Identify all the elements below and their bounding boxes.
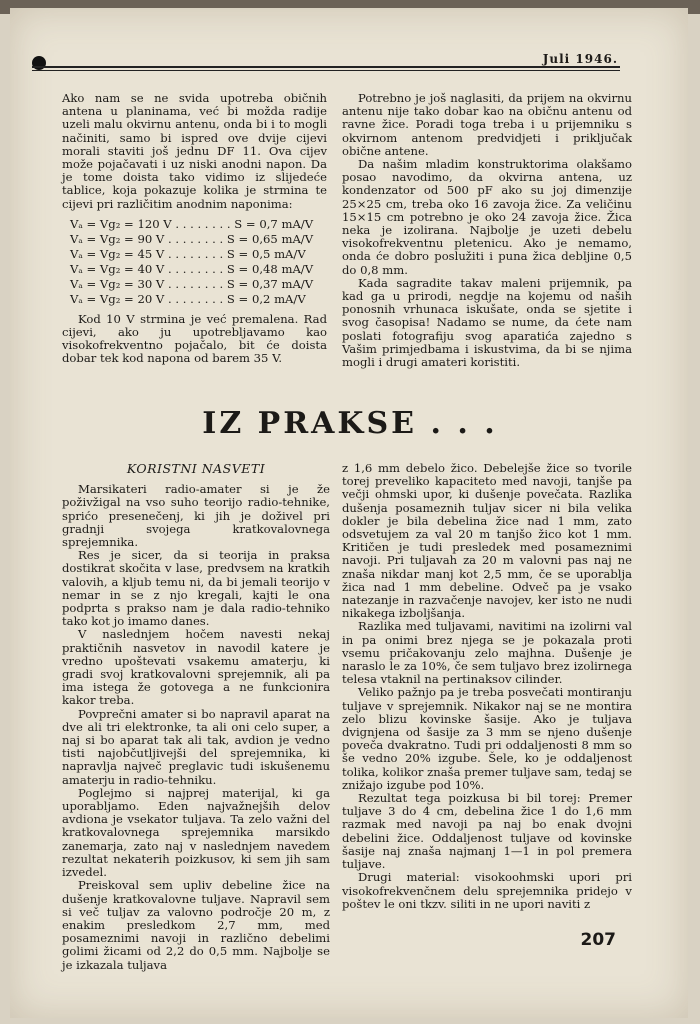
paragraph: Drugi material: visokoohmski upori pri visokofrekvenčnem delu sprejemnika pridejo v poštev le oni tkzv. siliti in ne upori naviti z [342, 870, 632, 911]
paragraph: Poglejmo si najprej materijal, ki ga uporabljamo. Eden najvažnejših delov avdiona je vsekator tuljava. Ta zelo važni del kratkovalovnega sprejemnika marsikdo zanemarja, zato naj v naslednjem navedem rezultat nekaterih poizkusov, ki sem jih sam izvedel. [62, 785, 330, 880]
paragraph: Kada sagradite takav maleni prijemnik, pa kad ga u prirodi, negdje na kojemu od naših ponosnih vrhunaca iskušate, onda se sjetite i svog časopisa! Nadamo se nume, da ćete nam poslati fotografiju svog aparatića zajedno s Vašim primjedbama i iskustvima, da bi se njima mogli i drugi amateri koristiti. [342, 275, 632, 370]
table-row: Vₐ = Vg₂ = 20 V . . . . . . . . S = 0,2 mA/V [70, 291, 306, 306]
paragraph: Veliko pažnjo pa je treba posvečati montiranju tuljave v sprejemnik. Nikakor naj se ne montira zelo blizu kovinske šasije. Ako je tuljava dvignjena od šasije za 3 mm se njeno dušenje poveča dvakratno. Tudi pri oddaljenosti 8 mm so še vedno 20% izgube. Šele, ko je oddaljenost tolika, kolikor znaša premer tuljave sam, tedaj se znižajo izgube pod 10%. [342, 685, 632, 792]
paragraph: Kod 10 V strmina je već premalena. Rad cijevi, ako ju upotrebljavamo kao visokofrekventno pojačalo, bit će doista dobar tek kod napona od barem 35 V. [62, 311, 327, 366]
paragraph: Rezultat tega poizkusa bi bil torej: Premer tuljave 3 do 4 cm, debelina žice 1 do 1,6 mm razmak med navoji pa naj bo enak dvojni debelini žice. Oddaljenost tuljave od kovinske šasije naj znaša najmanj 1—1 in pol premera tuljave. [342, 791, 632, 872]
issue-date: Juli 1946. [542, 52, 618, 66]
table-row: Vₐ = Vg₂ = 40 V . . . . . . . . S = 0,48 mA/V [70, 261, 314, 276]
paragraph: Res je sicer, da si teorija in praksa dostikrat skočita v lase, predvsem na kratkih valovih, a kljub temu ni, da bi jemali teorijo v nemar in se z njo kregali, kajti le ona podprta s prakso nam je dala radio-tehniko tako kot jo imamo danes. [62, 548, 330, 629]
paragraph: Preiskoval sem upliv debeline žice na dušenje kratkovalovne tuljave. Napravil sem si več tuljav za valovno področje 20 m, z enakim presledkom 2,7 mm, med posameznimi navoji in različno debelimi golimi žicami od 2,2 do 0,5 mm. Najbolje se je izkazala tuljava [62, 878, 330, 972]
table-row: Vₐ = Vg₂ = 45 V . . . . . . . . S = 0,5 mA/V [70, 246, 306, 261]
paragraph: Razlika med tuljavami, navitimi na izolirni val in pa onimi brez njega se je pokazala proti vsemu pričakovanju zelo majhna. Dušenje je naraslo le za 10%, če sem tuljavo brez izolirnega telesa vtaknil na pertinaksov cilinder. [342, 619, 632, 687]
column-top-right [342, 92, 632, 369]
paragraph: V naslednjem hočem navesti nekaj praktičnih nasvetov in navodil katere je vredno upoštevati vsakemu amaterju, ki gradi svoj kratkovalovni sprejemnik, ali pa ima istega že gotovega a ne funkcionira kakor treba. [62, 627, 330, 708]
column-top-left [62, 92, 327, 366]
header-rule-thin [32, 70, 620, 71]
table-row: Vₐ = Vg₂ = 30 V . . . . . . . . S = 0,37 mA/V [70, 276, 314, 291]
transconductance-table [70, 217, 327, 307]
table-row: Vₐ = Vg₂ = 90 V . . . . . . . . S = 0,65 mA/V [70, 231, 314, 246]
section-title: IZ PRAKSE . . . [202, 406, 498, 441]
paragraph: Povprečni amater si bo napravil aparat na dve ali tri elektronke, ta ali oni celo super, a naj si bo aparat tak ali tak, avdion je vedno tisti najobčutljivejši del sprejemnika, ki napravlja največ preglavic tudi iskušenemu amaterju in radio-tehniku. [62, 706, 330, 787]
paragraph: Potrebno je još naglasiti, da prijem na okvirnu antenu nije tako dobar kao na običnu antenu od ravne žice. Poradi toga treba i u prijemniku s okvirnom antenom predvidjeti i priključak obične antene. [342, 91, 632, 158]
column-bottom-left [62, 462, 330, 972]
article-subtitle: KORISTNI NASVETI [126, 461, 266, 476]
paragraph: Da našim mladim konstruktorima olakšamo posao navodimo, da okvirna antena, uz kondenzator od 500 pF ako su joj dimenzije 25×25 cm, treba oko 16 zavoja žice. Za veličinu 15×15 cm potrebno je oko 24 zavoja žice. Žica neka je izolirana. Najbolje je uzeti debelu visokofrekventnu pleteniсu. Ako je nemamo, onda će dobro poslužiti i puna žica debljine 0,5 do 0,8 mm. [342, 157, 632, 277]
table-row: Vₐ = Vg₂ = 120 V . . . . . . . . S = 0,7 mA/V [70, 216, 314, 231]
paragraph: z 1,6 mm debelo žico. Debelejše žice so tvorile torej preveliko kapaciteto med navoji, tanjše pa večji ohmski upor, ki dušenje povečata. Razlika dušenja posameznih tuljav sicer ni bila velika dokler je bila debelina žice nad 1 mm, zato odsvetujem za val 20 m tanjšo žico kot 1 mm. Kritičen je tudi presledek med posameznimi navoji. Pri tuljavah za 20 m valovni pas naj ne znaša nikdar manj kot 2,5 mm, če se uporablja žica nad 1 mm debeline. Odveč pa je vsako natezanje in razvačenje navojev, ker isto ne nudi nikakega izboljšanja. [342, 461, 632, 621]
paragraph: Ako nam se ne svida upotreba običnih antena u planinama, već bi možda radije uzeli malu okvirnu antenu, onda bi i to mogli načiniti, samo bi ispred ove dvije cijevi morali staviti još jednu DF 11. Ova cijev može pojačavati i uz niski anodni napon. Da je tome doista tako vidimo iz slijedeće tablice, koja pokazuje kolika je strmina te cijevi pri različitim anodnim naponima: [62, 91, 327, 211]
header-rule [32, 66, 620, 68]
paragraph: Marsikateri radio-amater si je že poživžigal na vso suho teorijo radio-tehnike, sprićo presenečenj, ki jih je doživel pri gradnji svojega kratkovalovnega sprejemnika. [62, 482, 330, 550]
page-number: 207 [580, 930, 616, 950]
column-bottom-right [342, 462, 632, 911]
